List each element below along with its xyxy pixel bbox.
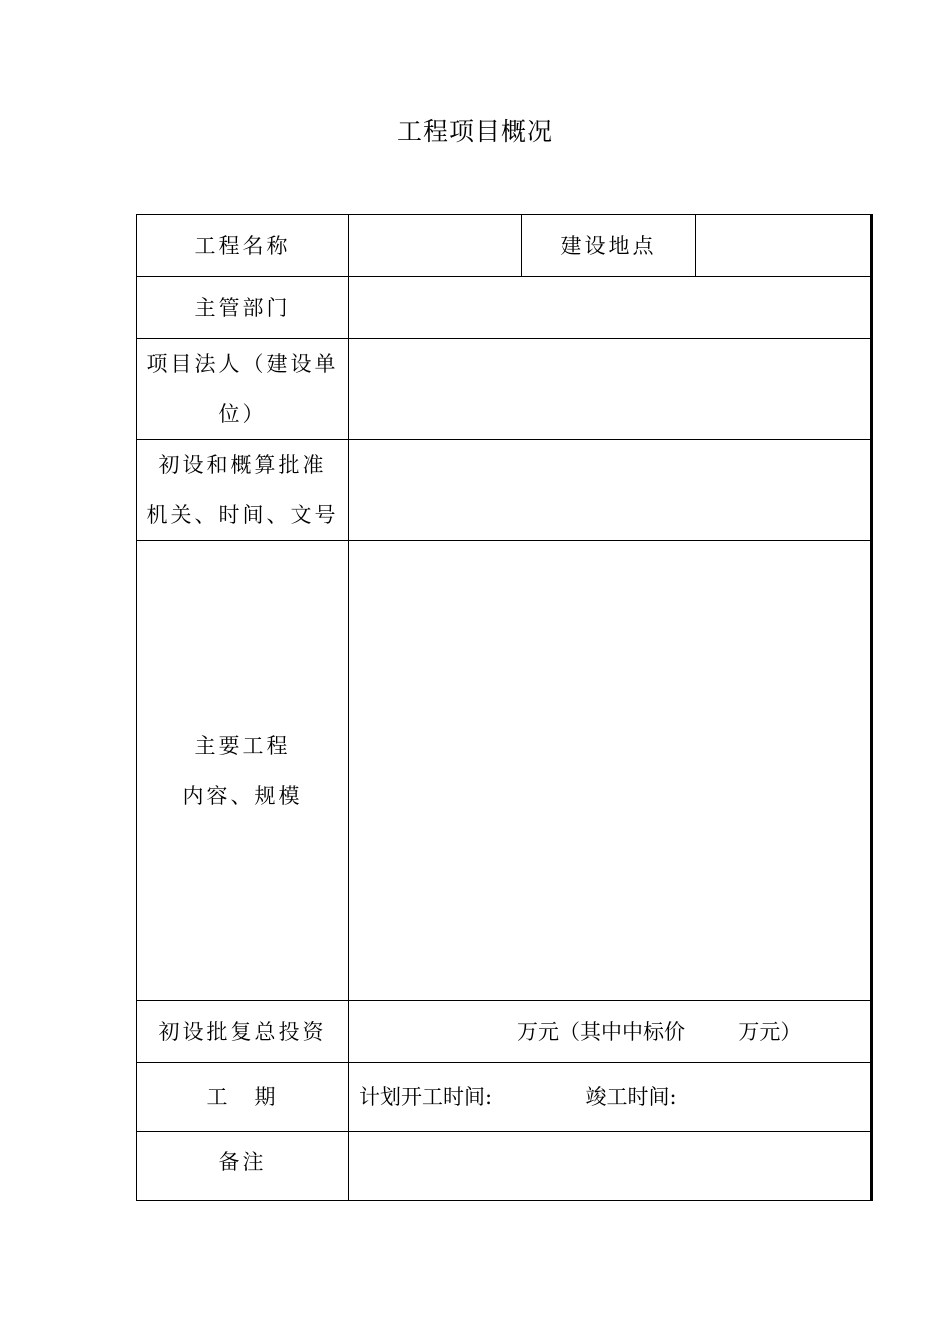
legal-person-field[interactable] <box>349 339 872 440</box>
row-period <box>137 1063 872 1132</box>
department-label: 主管部门 <box>137 277 349 339</box>
project-name-field[interactable] <box>349 215 522 277</box>
remarks-field[interactable] <box>349 1132 872 1201</box>
location-label: 建设地点 <box>522 215 696 277</box>
row-legal-person <box>137 339 872 440</box>
row-approval <box>137 440 872 541</box>
main-content-label-line1: 主要工程 <box>194 733 291 758</box>
row-remarks <box>137 1132 872 1201</box>
row-main-content <box>137 541 872 1001</box>
period-field[interactable]: 计划开工时间: 竣工时间: <box>349 1063 872 1132</box>
investment-label: 初设批复总投资 <box>137 1001 349 1063</box>
main-content-label-line2: 内容、规模 <box>182 783 303 808</box>
approval-label-line2: 机关、时间、文号 <box>146 503 339 527</box>
row-project-name <box>137 215 872 277</box>
legal-person-label <box>137 339 349 440</box>
investment-field[interactable]: 万元（其中中标价 万元） <box>349 1001 872 1063</box>
approval-label-line1: 初设和概算批准 <box>158 453 327 477</box>
department-field[interactable] <box>349 277 872 339</box>
approval-label <box>137 440 349 541</box>
page-title: 工程项目概况 <box>396 117 553 146</box>
project-name-label: 工程名称 <box>137 215 349 277</box>
period-label: 工 期 <box>137 1063 349 1132</box>
main-content-field[interactable] <box>349 541 872 1001</box>
row-department <box>137 277 872 339</box>
main-content-label <box>137 541 349 1001</box>
row-investment <box>137 1001 872 1063</box>
project-overview-table <box>136 214 873 1201</box>
remarks-label: 备注 <box>137 1132 349 1201</box>
legal-person-label-line1: 项目法人（建设单 <box>146 352 339 376</box>
location-field[interactable] <box>696 215 872 277</box>
approval-field[interactable] <box>349 440 872 541</box>
legal-person-label-line2: 位） <box>218 402 267 426</box>
